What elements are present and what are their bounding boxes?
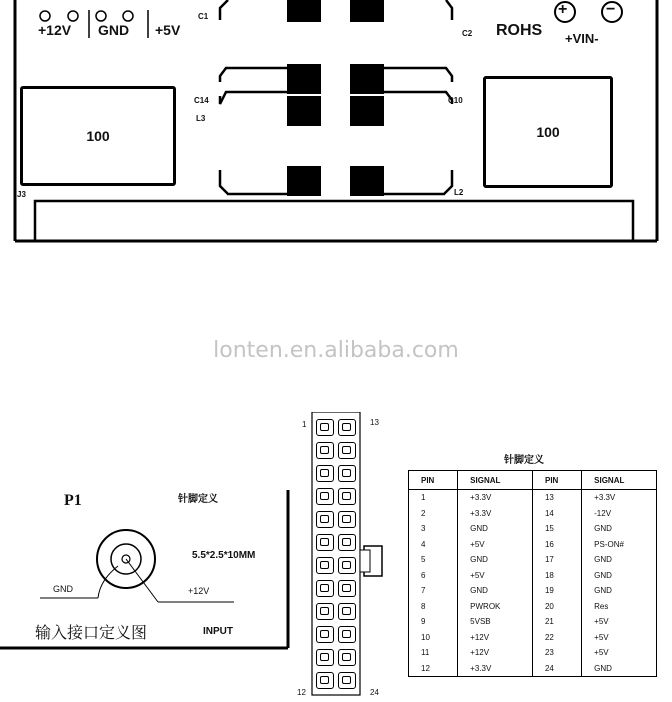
signal-cell: +5V xyxy=(458,537,533,553)
pcb-board-drawing xyxy=(0,0,672,270)
connector-pin xyxy=(338,649,356,666)
signal-cell: PWROK xyxy=(458,599,533,615)
connector-pin xyxy=(316,580,334,597)
label-c10: C10 xyxy=(448,96,463,105)
pin-label-12v: +12V xyxy=(38,22,72,38)
atx-24pin-connector xyxy=(294,412,394,702)
pin-number-cell: 16 xyxy=(532,537,581,553)
signal-cell: +5V xyxy=(582,645,657,661)
signal-cell: -12V xyxy=(582,506,657,522)
signal-cell: +3.3V xyxy=(458,506,533,522)
label-l3: L3 xyxy=(196,114,206,123)
connector-pin xyxy=(316,442,334,459)
pin-number-cell: 20 xyxy=(532,599,581,615)
table-row xyxy=(409,506,657,522)
pin-label-5v: +5V xyxy=(155,22,181,38)
connector-pin xyxy=(338,511,356,528)
signal-cell: +5V xyxy=(458,568,533,584)
signal-cell: Res xyxy=(582,599,657,615)
connector-pin xyxy=(338,672,356,689)
table-row xyxy=(409,614,657,630)
pin-number-cell: 6 xyxy=(409,568,458,584)
pin-number-cell: 14 xyxy=(532,506,581,522)
pin-number-cell: 17 xyxy=(532,552,581,568)
pin-number-cell: 2 xyxy=(409,506,458,522)
jack-title: P1 xyxy=(64,492,82,509)
connector-pin xyxy=(338,465,356,482)
minus-icon: − xyxy=(606,1,616,18)
pin-table-body xyxy=(409,490,657,677)
col-header-signal: SIGNAL xyxy=(582,471,657,490)
plus-icon: + xyxy=(558,1,568,18)
label-l2: L2 xyxy=(454,188,464,197)
pin-number-cell: 9 xyxy=(409,614,458,630)
signal-cell: +3.3V xyxy=(458,661,533,677)
signal-cell: GND xyxy=(582,661,657,677)
connector-pin xyxy=(338,419,356,436)
dc-jack-drawing xyxy=(0,480,300,680)
connector-pin xyxy=(338,442,356,459)
connector-pin xyxy=(338,488,356,505)
pin-number-cell: 24 xyxy=(532,661,581,677)
table-row xyxy=(409,661,657,677)
connector-pin xyxy=(338,603,356,620)
label-c14: C14 xyxy=(194,96,209,105)
pin-13-label: 13 xyxy=(370,418,379,427)
signal-cell: GND xyxy=(458,552,533,568)
pin-table-title: 针脚定义 xyxy=(504,455,544,466)
connector-pin xyxy=(338,557,356,574)
connector-pin xyxy=(316,534,334,551)
pin-number-cell: 23 xyxy=(532,645,581,661)
pin-12-label: 12 xyxy=(297,688,306,697)
jack-pin-def-title: 针脚定义 xyxy=(178,494,218,505)
connector-pin xyxy=(338,626,356,643)
chip xyxy=(350,96,384,126)
jack-caption: 输入接口定义图 xyxy=(35,623,148,642)
pin-number-cell: 19 xyxy=(532,583,581,599)
table-row xyxy=(409,490,657,506)
pin-number-cell: 11 xyxy=(409,645,458,661)
signal-cell: +12V xyxy=(458,645,533,661)
connector-pin xyxy=(316,419,334,436)
connector-pin xyxy=(316,626,334,643)
table-row xyxy=(409,552,657,568)
chip xyxy=(350,64,384,94)
chip xyxy=(287,166,321,196)
connector-pin xyxy=(316,465,334,482)
col-header-pin: PIN xyxy=(409,471,458,490)
signal-cell: GND xyxy=(582,521,657,537)
chip xyxy=(350,166,384,196)
pin-number-cell: 10 xyxy=(409,630,458,646)
table-row xyxy=(409,599,657,615)
pin-24-label: 24 xyxy=(370,688,379,697)
table-row xyxy=(409,583,657,599)
pin-number-cell: 18 xyxy=(532,568,581,584)
pin-number-cell: 4 xyxy=(409,537,458,553)
signal-cell: +3.3V xyxy=(582,490,657,506)
pin-number-cell: 22 xyxy=(532,630,581,646)
pin-number-cell: 1 xyxy=(409,490,458,506)
chip xyxy=(287,0,321,22)
signal-cell: +3.3V xyxy=(458,490,533,506)
connector-pin xyxy=(316,511,334,528)
table-row xyxy=(409,521,657,537)
jack-12v-label: +12V xyxy=(188,586,210,596)
pin-table-header-row xyxy=(409,471,657,490)
label-c1: C1 xyxy=(198,12,209,21)
signal-cell: +12V xyxy=(458,630,533,646)
signal-cell: GND xyxy=(582,583,657,599)
watermark: lonten.en.alibaba.com xyxy=(213,338,459,363)
signal-cell: GND xyxy=(458,521,533,537)
signal-cell: +5V xyxy=(582,614,657,630)
table-row xyxy=(409,645,657,661)
pin-definition-table xyxy=(408,470,657,677)
signal-cell: PS-ON# xyxy=(582,537,657,553)
table-row xyxy=(409,568,657,584)
module-right xyxy=(483,76,613,188)
connector-pin xyxy=(316,649,334,666)
pin-1-label: 1 xyxy=(302,420,307,429)
pin-number-cell: 8 xyxy=(409,599,458,615)
pin-label-gnd: GND xyxy=(98,22,130,38)
connector-pin xyxy=(316,557,334,574)
signal-cell: 5VSB xyxy=(458,614,533,630)
table-row xyxy=(409,537,657,553)
col-header-pin: PIN xyxy=(532,471,581,490)
connector-pin xyxy=(316,672,334,689)
connector-pin xyxy=(316,603,334,620)
signal-cell: GND xyxy=(582,552,657,568)
connector-pin xyxy=(338,580,356,597)
chip xyxy=(287,96,321,126)
pin-number-cell: 13 xyxy=(532,490,581,506)
chip xyxy=(350,0,384,22)
pin-number-cell: 3 xyxy=(409,521,458,537)
pin-number-cell: 5 xyxy=(409,552,458,568)
vin-label: +VIN- xyxy=(565,31,599,46)
pin-number-cell: 21 xyxy=(532,614,581,630)
module-left xyxy=(20,86,176,186)
connector-pin xyxy=(316,488,334,505)
dc-jack-diagram xyxy=(0,480,300,680)
jack-size: 5.5*2.5*10MM xyxy=(192,550,256,561)
pin-number-cell: 12 xyxy=(409,661,458,677)
pin-number-cell: 7 xyxy=(409,583,458,599)
jack-input-label: INPUT xyxy=(203,626,233,637)
module-right-value: 100 xyxy=(536,124,560,140)
table-row xyxy=(409,630,657,646)
jack-gnd-label: GND xyxy=(53,584,73,594)
signal-cell: GND xyxy=(582,568,657,584)
signal-cell: GND xyxy=(458,583,533,599)
rohs-mark: ROHS xyxy=(496,22,543,39)
chip xyxy=(287,64,321,94)
col-header-signal: SIGNAL xyxy=(458,471,533,490)
pin-number-cell: 15 xyxy=(532,521,581,537)
module-left-value: 100 xyxy=(86,128,110,144)
connector-pin xyxy=(338,534,356,551)
label-j3: J3 xyxy=(17,190,26,199)
label-c2: C2 xyxy=(462,29,473,38)
signal-cell: +5V xyxy=(582,630,657,646)
